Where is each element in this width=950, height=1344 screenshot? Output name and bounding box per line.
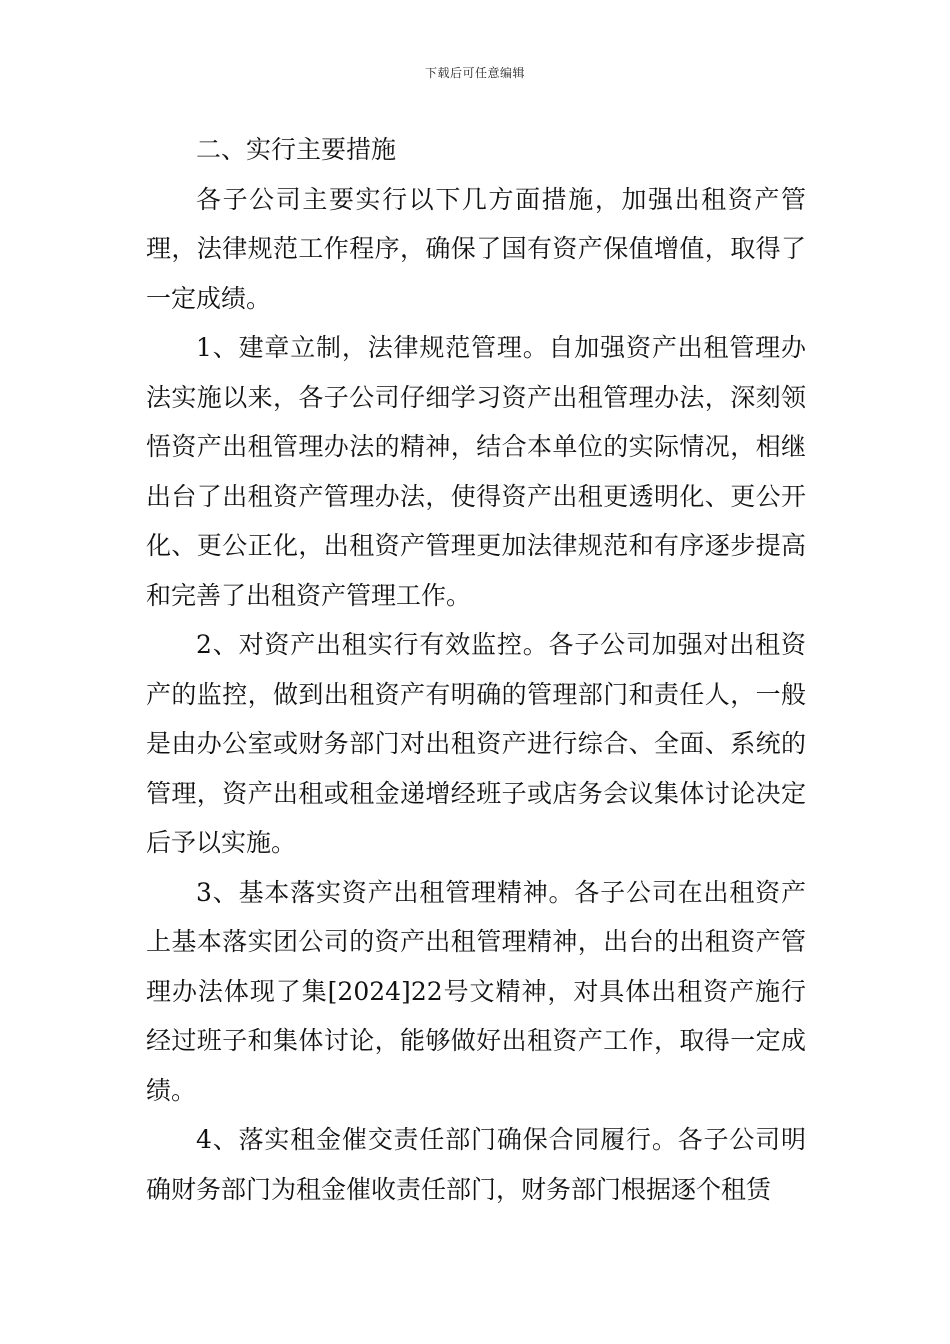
measure-paragraph-1: 1、建章立制，法律规范管理。自加强资产出租管理办法实施以来，各子公司仔细学习资产出租管理办法，深刻领悟资产出租管理办法的精神，结合本单位的实际情况，相继出台了出租资产管理办法，使得资产出租更透明化、更公开化、更公正化，出租资产管理更加法律规范和有序逐步提高和完善了出租资产管理工作。 xyxy=(146,333,806,610)
measure-paragraph-4: 4、落实租金催交责任部门确保合同履行。各子公司明确财务部门为租金催收责任部门，财务部门根据逐个租赁 xyxy=(146,1125,806,1204)
intro-paragraph: 各子公司主要实行以下几方面措施，加强出租资产管理，法律规范工作程序，确保了国有资产保值增值，取得了一定成绩。 xyxy=(146,184,806,313)
measure-paragraph-3: 3、基本落实资产出租管理精神。各子公司在出租资产上基本落实团公司的资产出租管理精神，出台的出租资产管理办法体现了集[2024]22号文精神，对具体出租资产施行经过班子和集体讨论，能够做好出租资产工作，取得一定成绩。 xyxy=(146,877,806,1105)
section-heading: 二、实行主要措施 xyxy=(196,135,397,164)
page-header-note: 下载后可任意编辑 xyxy=(424,66,525,80)
document-body xyxy=(146,125,806,1214)
measure-paragraph-2: 2、对资产出租实行有效监控。各子公司加强对出租资产的监控，做到出租资产有明确的管理部门和责任人，一般是由办公室或财务部门对出租资产进行综合、全面、系统的管理，资产出租或租金递增经班子或店务会议集体讨论决定后予以实施。 xyxy=(146,630,806,857)
